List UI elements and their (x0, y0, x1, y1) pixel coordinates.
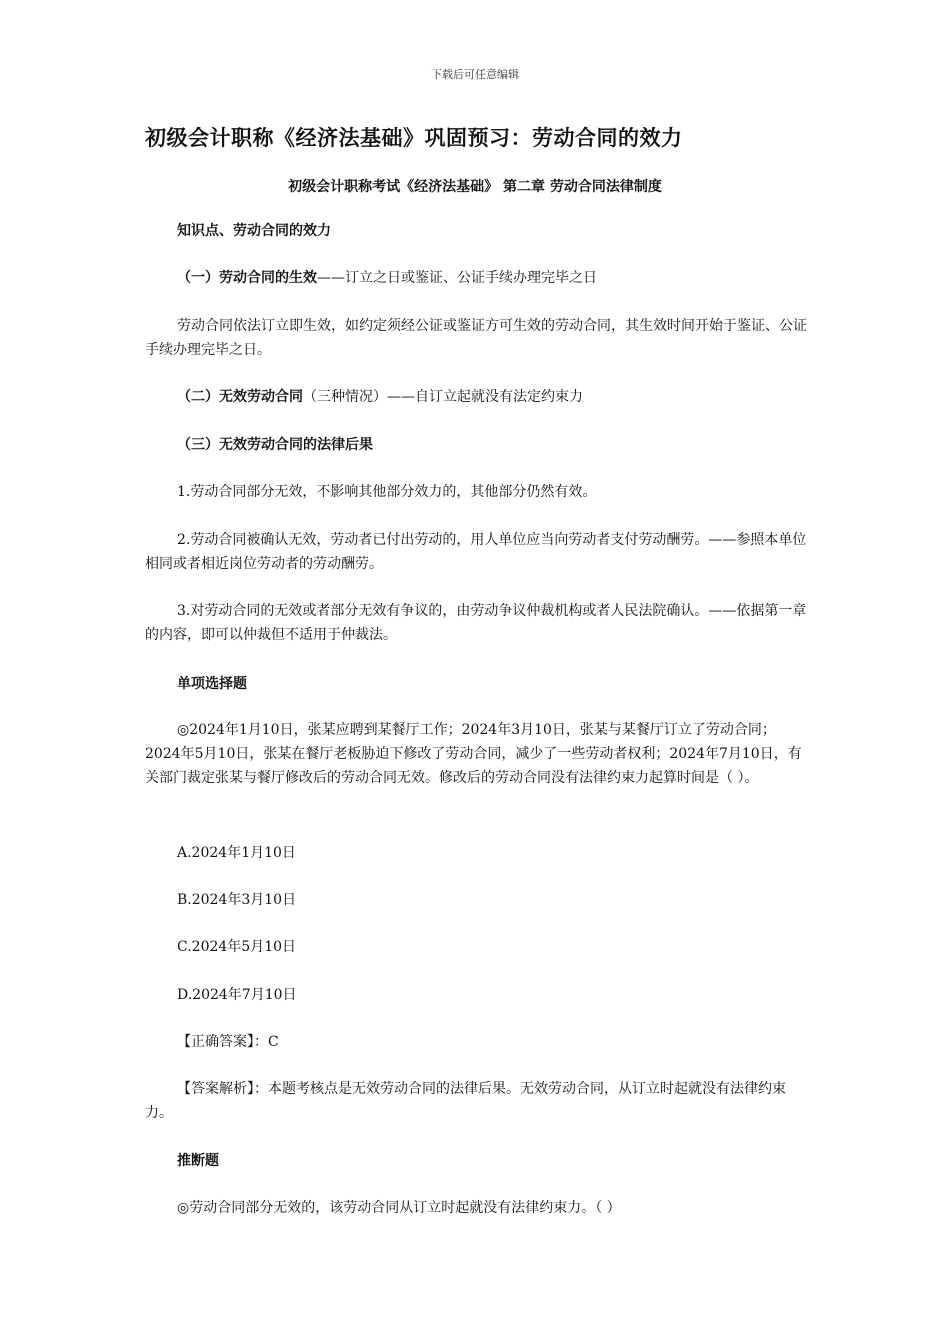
section-invalid-title: （二）无效劳动合同 (177, 389, 303, 405)
consequence-item: 2.劳动合同被确认无效，劳动者已付出劳动的，用人单位应当向劳动者支付劳动酬劳。——参照本单位相同或者相近岗位劳动者的劳动酬劳。 (145, 532, 807, 572)
correct-answer-value: ：C (254, 1034, 279, 1050)
knowledge-point-heading: 知识点、劳动合同的效力 (177, 223, 331, 239)
section-effect-heading (145, 266, 810, 290)
judgment-heading: 推断题 (177, 1153, 219, 1169)
header-note: 下载后可任意编辑 (431, 68, 519, 81)
single-choice-question: ◎2024年1月10日，张某应聘到某餐厅工作；2024年3月10日，张某与某餐厅订立了劳动合同；2024年5月10日，张某在餐厅老板胁迫下修改了劳动合同，减少了一些劳动者权利；2024年7月10日，有关部门裁定张某与餐厅修改后的劳动合同无效。修改后的劳动合同没有法律约束力起算时间是（ ）。 (145, 722, 802, 786)
option-d: D.2024年7月10日 (177, 987, 297, 1003)
page-subtitle: 初级会计职称考试《经济法基础》 第二章 劳动合同法律制度 (288, 179, 662, 195)
answer-analysis-label: 【答案解析】 (177, 1081, 254, 1097)
paragraph-effect: 劳动合同依法订立即生效，如约定须经公证或鉴证方可生效的劳动合同，其生效时间开始于鉴证、公证手续办理完毕之日。 (145, 318, 807, 358)
correct-answer (145, 1030, 810, 1054)
section-invalid-heading (145, 385, 810, 409)
answer-analysis (145, 1077, 810, 1125)
page-title: 初级会计职称《经济法基础》巩固预习：劳动合同的效力 (145, 125, 683, 150)
consequence-item: 1.劳动合同部分无效，不影响其他部分效力的，其他部分仍然有效。 (177, 484, 597, 500)
section-effect-title: （一）劳动合同的生效 (177, 270, 317, 286)
section-effect-note: ——订立之日或鉴证、公证手续办理完毕之日 (317, 270, 597, 286)
option-b: B.2024年3月10日 (177, 892, 297, 908)
section-consequence-heading: （三）无效劳动合同的法律后果 (177, 437, 373, 453)
judgment-question: ◎劳动合同部分无效的，该劳动合同从订立时起就没有法律约束力。（ ） (177, 1200, 621, 1216)
option-c: C.2024年5月10日 (177, 939, 297, 955)
option-a: A.2024年1月10日 (177, 845, 296, 861)
section-invalid-note: （三种情况）——自订立起就没有法定约束力 (303, 389, 583, 405)
correct-answer-label: 【正确答案】 (177, 1034, 254, 1050)
single-choice-heading: 单项选择题 (177, 676, 247, 692)
consequence-item: 3.对劳动合同的无效或者部分无效有争议的，由劳动争议仲裁机构或者人民法院确认。——依据第一章的内容，即可以仲裁但不适用于仲裁法。 (145, 603, 807, 643)
answer-analysis-value: ：本题考核点是无效劳动合同的法律后果。无效劳动合同，从订立时起就没有法律约束力。 (145, 1081, 786, 1121)
